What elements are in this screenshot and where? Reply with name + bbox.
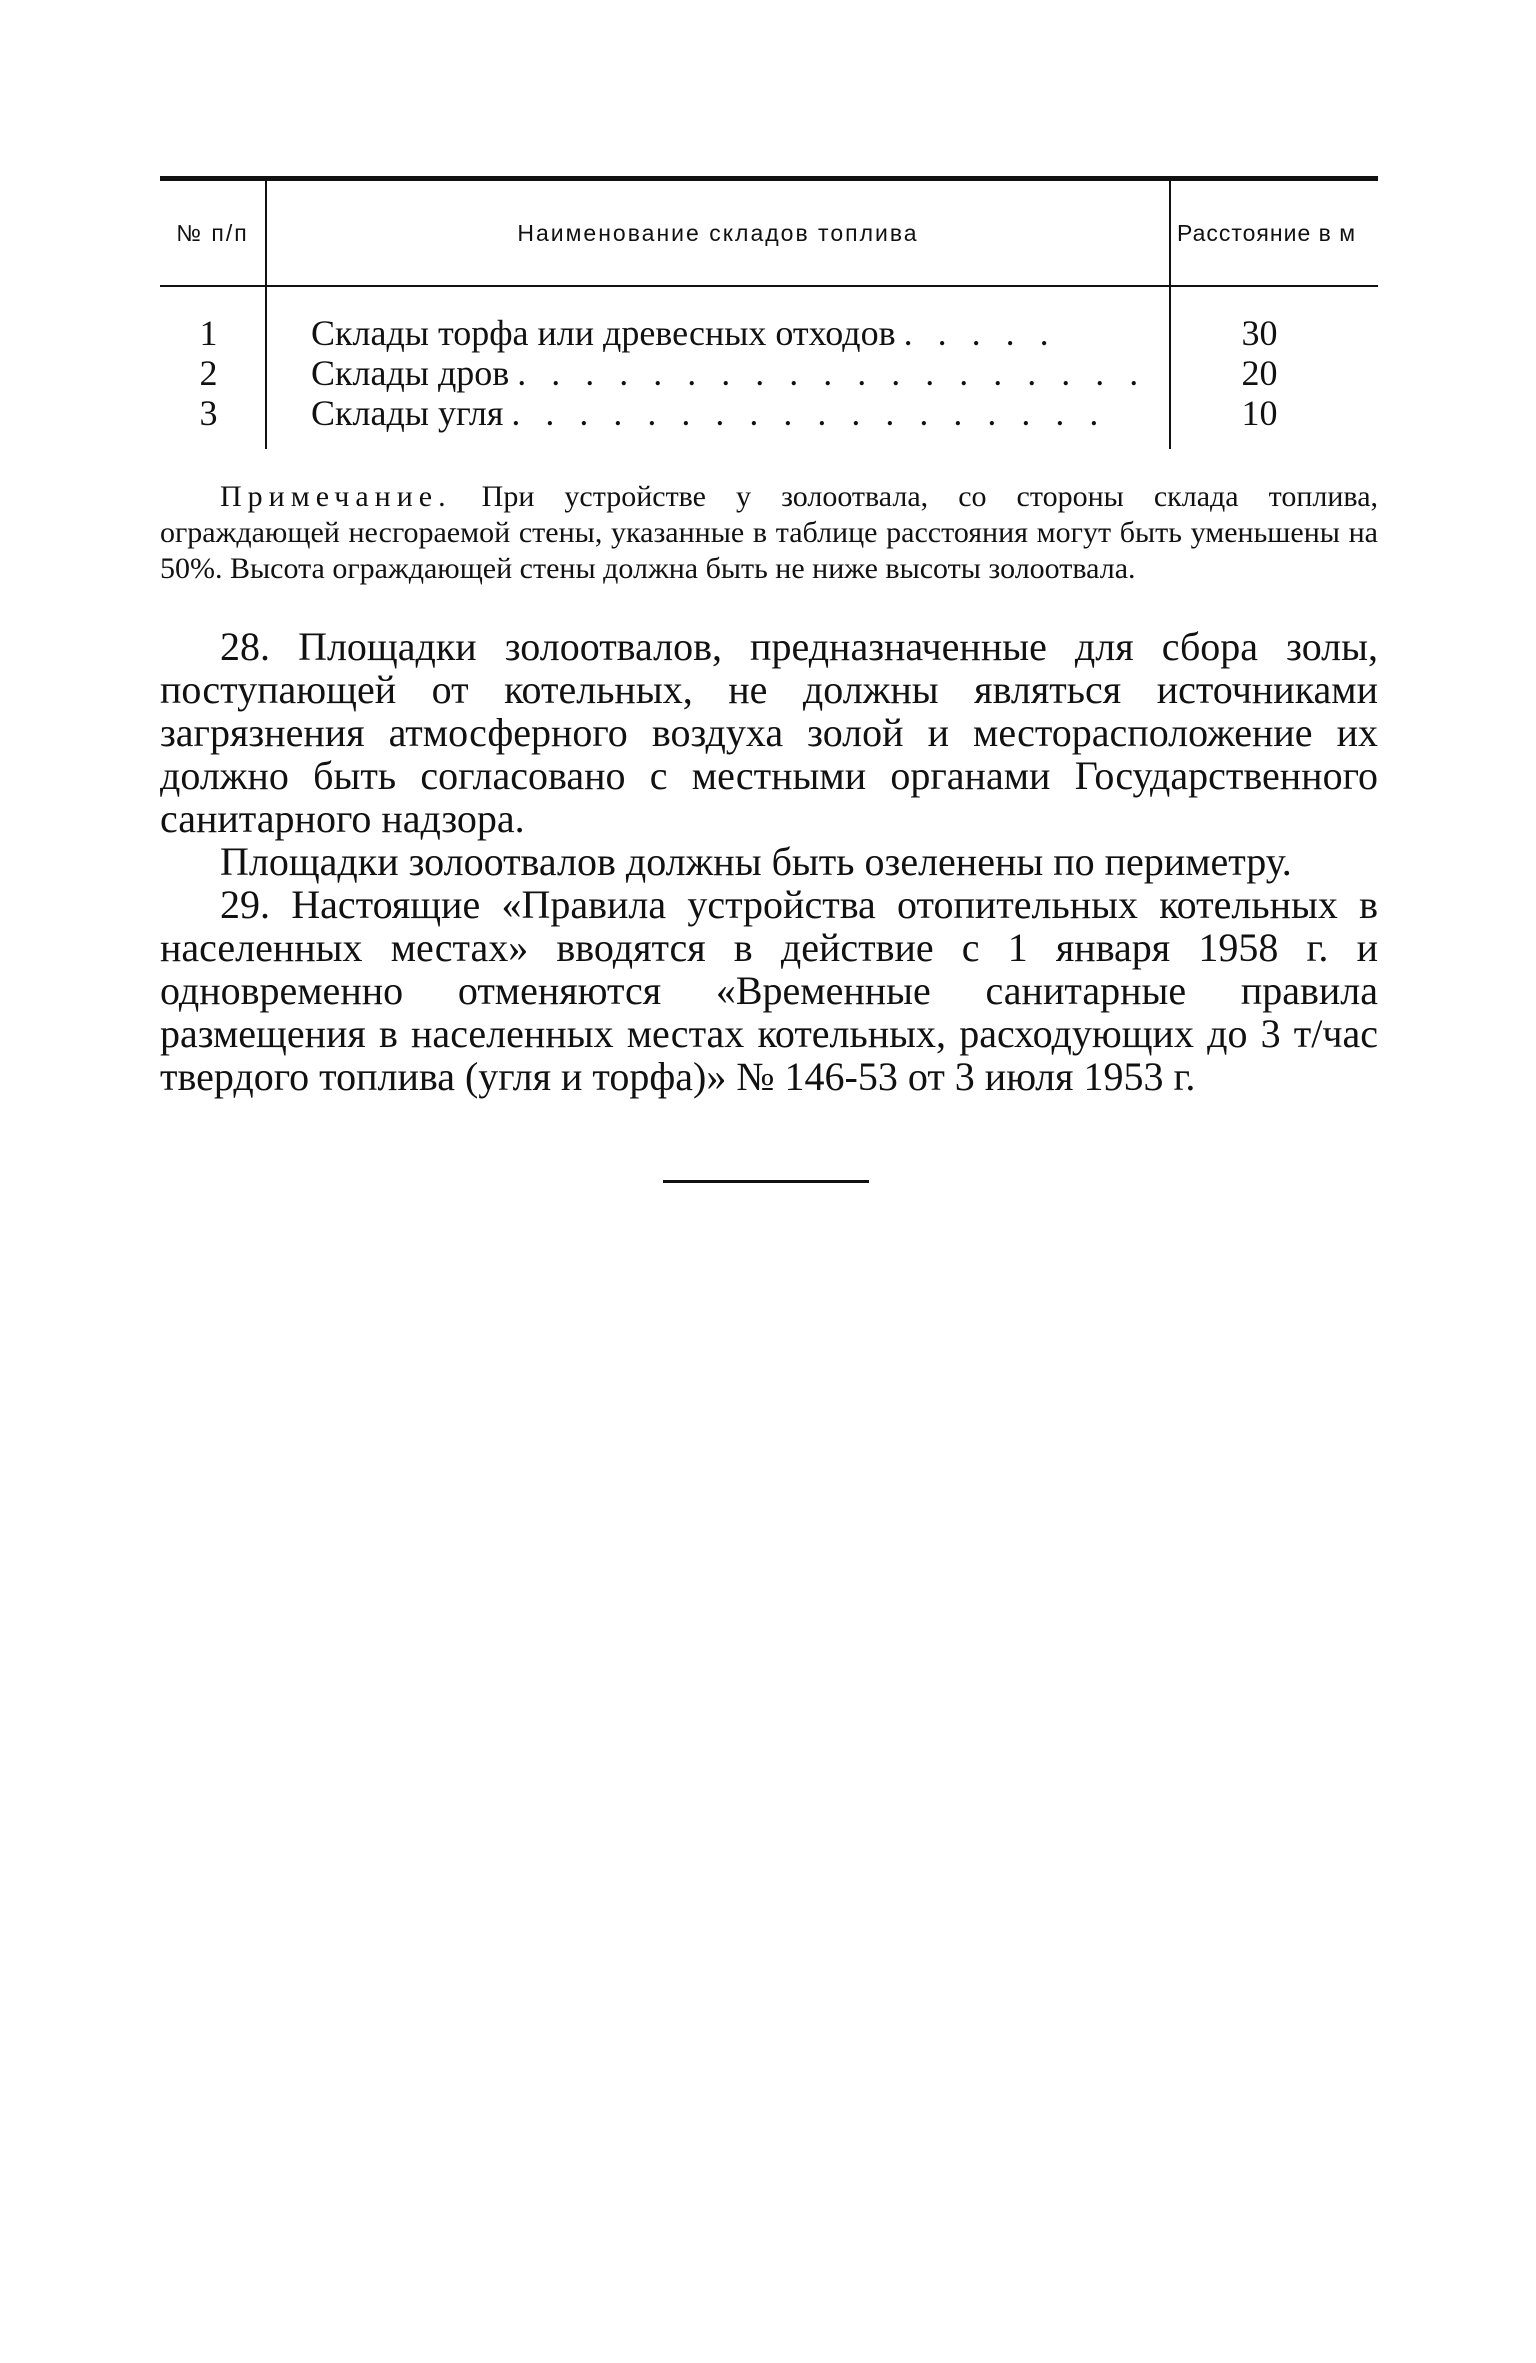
row-name-cell	[266, 353, 1170, 393]
table-note	[160, 479, 1378, 587]
row-distance: 20	[1170, 353, 1378, 393]
row-name: Склады дров	[311, 353, 510, 393]
row-name-wrap	[311, 353, 1147, 393]
table-row	[160, 286, 1378, 353]
row-name: Склады торфа или древесных отходов	[311, 313, 896, 353]
row-name-wrap	[311, 393, 1147, 433]
document-page	[160, 176, 1378, 1183]
table-header	[160, 179, 1378, 287]
dot-leader: . . . . . . . . . . . . . . . . . . .	[517, 353, 1147, 393]
dot-leader: . . . . .	[903, 313, 1057, 353]
table-row	[160, 353, 1378, 393]
paragraph-28: 28. Площадки золоотвалов, предназначенные для сбора золы, поступающей от котельных, не должны являться источниками загрязнения атмосферного воздуха золой и месторасположение их должно быть согласовано с местными органами Государственного санитарного надзора.	[160, 624, 1378, 841]
paragraph-greening: Площадки золоотвалов должны быть озеленены по периметру.	[220, 839, 1292, 884]
note-text: При устройстве у золоотвала, со стороны склада топлива, ограждающей несгораемой стены, указанные в таблице расстояния могут быть уменьшены на 50%. Высота ограждающей стены должна быть не ниже высоты золоотвала.	[160, 480, 1379, 585]
row-name-cell	[266, 393, 1170, 449]
row-number: 2	[199, 353, 218, 393]
row-name-cell	[266, 286, 1170, 353]
end-divider	[663, 1180, 869, 1183]
row-distance: 10	[1170, 393, 1378, 449]
header-name: Наименование складов топлива	[266, 179, 1170, 287]
paragraph-29: 29. Настоящие «Правила устройства отопительных котельных в населенных местах» вводятся в действие с 1 января 1958 г. и одновременно отменяются «Временные санитарные правила размещения в населенных местах котельных, расходующих до 3 т/час твердого топлива (угля и торфа)» № 146-53 от 3 июля 1953 г.	[160, 882, 1378, 1099]
row-name: Склады угля	[311, 393, 504, 433]
row-name-wrap	[311, 313, 1147, 353]
note-label: Примечание.	[220, 480, 452, 513]
row-number: 3	[199, 393, 218, 433]
row-distance: 30	[1170, 286, 1378, 353]
header-number: № п/п	[176, 219, 249, 246]
fuel-storage-distance-table	[160, 176, 1378, 449]
header-distance: Расстояние в м	[1170, 179, 1378, 287]
dot-leader: . . . . . . . . . . . . . . . . . .	[511, 393, 1107, 433]
table-row	[160, 393, 1378, 449]
row-number: 1	[199, 313, 218, 353]
table-header-row	[160, 179, 1378, 287]
table-body	[160, 286, 1378, 449]
